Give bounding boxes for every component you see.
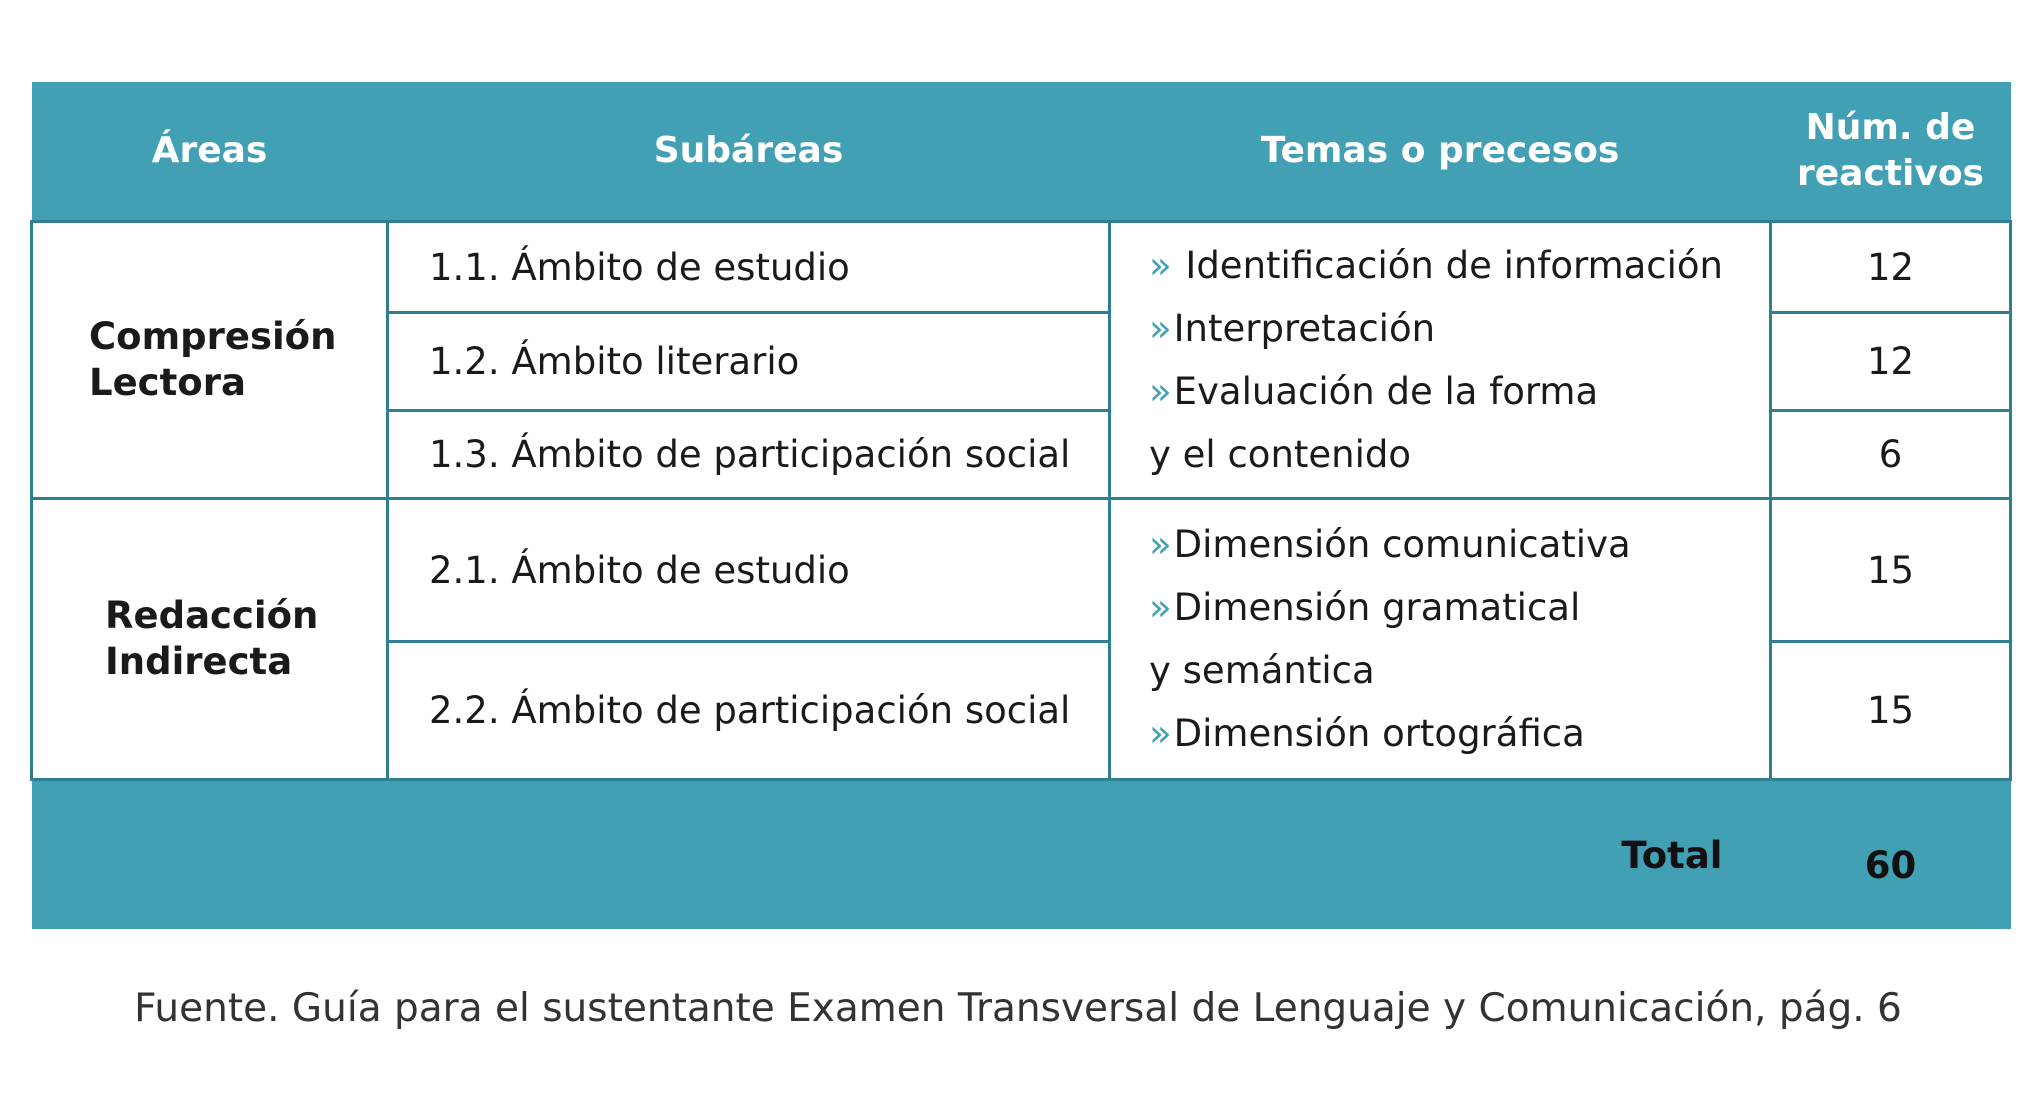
subarea-cell: 2.2. Ámbito de participación social bbox=[388, 642, 1110, 780]
table-header bbox=[32, 82, 2011, 222]
topic-text: Identificación de información bbox=[1185, 244, 1723, 287]
topics-cell-compresion bbox=[1110, 222, 1771, 499]
topic-text: y el contenido bbox=[1149, 433, 1412, 476]
subarea-cell: 1.1. Ámbito de estudio bbox=[388, 222, 1110, 313]
topic-line bbox=[1149, 513, 1769, 576]
area-cell-compresion bbox=[32, 222, 388, 499]
header-areas: Áreas bbox=[32, 82, 388, 222]
topic-line bbox=[1149, 702, 1769, 765]
area-cell-redaccion bbox=[32, 499, 388, 780]
table-body bbox=[32, 222, 2011, 780]
topics-cell-redaccion bbox=[1110, 499, 1771, 780]
topic-line bbox=[1149, 234, 1769, 297]
subarea-cell: 2.1. Ámbito de estudio bbox=[388, 499, 1110, 642]
header-count bbox=[1771, 82, 2011, 222]
count-cell: 12 bbox=[1771, 313, 2011, 411]
table-row bbox=[32, 499, 2011, 642]
topic-text: Dimensión ortográfica bbox=[1173, 712, 1585, 755]
topic-text: Dimensión gramatical bbox=[1173, 586, 1581, 629]
topic-text: Interpretación bbox=[1173, 307, 1436, 350]
bullet-icon: » bbox=[1149, 370, 1172, 413]
topic-line bbox=[1149, 360, 1769, 423]
bullet-icon: » bbox=[1149, 586, 1172, 629]
count-cell: 6 bbox=[1771, 411, 2011, 499]
header-count-line2: reactivos bbox=[1797, 153, 1984, 194]
header-row bbox=[32, 82, 2011, 222]
topic-text: Evaluación de la forma bbox=[1173, 370, 1599, 413]
header-subareas: Subáreas bbox=[388, 82, 1110, 222]
total-row bbox=[32, 780, 2011, 930]
subarea-cell: 1.3. Ámbito de participación social bbox=[388, 411, 1110, 499]
topic-line bbox=[1149, 576, 1769, 639]
count-cell: 12 bbox=[1771, 222, 2011, 313]
topic-line bbox=[1149, 423, 1769, 486]
bullet-icon: » bbox=[1149, 712, 1172, 755]
bullet-icon: » bbox=[1149, 307, 1172, 350]
topic-line bbox=[1149, 297, 1769, 360]
count-cell: 15 bbox=[1771, 499, 2011, 642]
topic-text: Dimensión comunicativa bbox=[1173, 523, 1631, 566]
total-value: 60 bbox=[1771, 780, 2011, 930]
area-name-line2: Indirecta bbox=[105, 640, 293, 683]
header-count-line1: Núm. de bbox=[1805, 107, 1976, 148]
total-label: Total bbox=[32, 780, 1771, 930]
area-name-line1: Compresión bbox=[89, 315, 337, 358]
topic-line bbox=[1149, 639, 1769, 702]
area-name-line2: Lectora bbox=[89, 361, 246, 404]
table-footer bbox=[32, 780, 2011, 930]
count-cell: 15 bbox=[1771, 642, 2011, 780]
reactivos-table-container bbox=[30, 82, 2009, 929]
area-name-line1: Redacción bbox=[105, 594, 319, 637]
source-caption: Fuente. Guía para el sustentante Examen Transversal de Lenguaje y Comunicación, pág. 6 bbox=[134, 986, 1902, 1031]
table-row bbox=[32, 222, 2011, 313]
header-topics: Temas o precesos bbox=[1110, 82, 1771, 222]
bullet-icon: » bbox=[1149, 523, 1172, 566]
subarea-cell: 1.2. Ámbito literario bbox=[388, 313, 1110, 411]
bullet-icon: » bbox=[1149, 244, 1172, 287]
topic-text: y semántica bbox=[1149, 649, 1375, 692]
reactivos-table bbox=[30, 82, 2012, 929]
